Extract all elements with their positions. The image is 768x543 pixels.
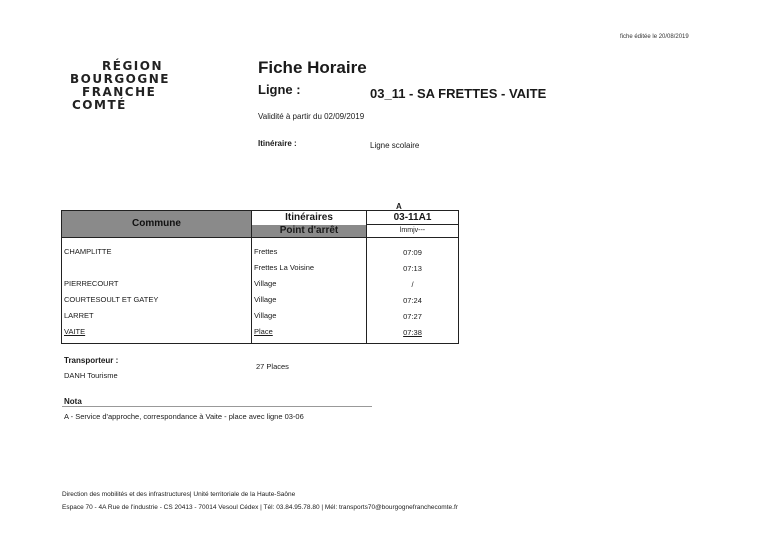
edition-date: fiche éditée le 20/08/2019	[620, 34, 689, 40]
stop-cell: Village	[254, 295, 277, 304]
stop-cell: Frettes La Voisine	[254, 263, 315, 272]
commune-cell: CHAMPLITTE	[64, 247, 112, 256]
time-cell: 07:27	[403, 312, 422, 321]
nota-divider	[62, 406, 372, 407]
column-letter: A	[396, 202, 402, 211]
header-service-days: lmmjv---	[399, 227, 426, 234]
ligne-value: 03_11 - SA FRETTES - VAITE	[370, 86, 547, 101]
stop-cell: Village	[254, 311, 277, 320]
header-itineraires: Itinéraires	[285, 212, 333, 223]
header-divider	[62, 237, 458, 238]
region-logo	[68, 60, 168, 112]
commune-cell: COURTESOULT ET GATEY	[64, 295, 159, 304]
time-cell: 07:24	[403, 296, 422, 305]
ligne-label: Ligne :	[258, 82, 301, 97]
footer-line-2: Espace 70 - 4A Rue de l'industrie - CS 20413 - 70014 Vesoul Cédex | Tél: 03.84.95.78.80 | Mél: transports70@bourgognefranchecomte.fr	[62, 504, 458, 511]
table-row	[62, 291, 458, 307]
time-cell: 07:13	[403, 264, 422, 273]
table-row	[62, 323, 458, 339]
table-row	[62, 259, 458, 275]
places-count: 27 Places	[256, 362, 289, 371]
time-cell: 07:38	[403, 328, 422, 337]
table-row	[62, 243, 458, 259]
page-title: Fiche Horaire	[258, 58, 367, 77]
transporteur-label: Transporteur :	[64, 356, 119, 365]
logo-line-1: RÉGION	[102, 59, 163, 73]
logo-line-2: BOURGOGNE	[70, 72, 170, 86]
nota-text: A - Service d'approche, correspondance à Vaite - place avec ligne 03-06	[64, 412, 304, 421]
itinerary-label: Itinéraire :	[258, 139, 297, 148]
time-cell: /	[411, 280, 414, 289]
row-divider	[366, 224, 458, 225]
commune-cell: PIERRECOURT	[64, 279, 119, 288]
logo-line-3: FRANCHE	[82, 85, 157, 99]
table-row	[62, 275, 458, 291]
validity-text: Validité à partir du 02/09/2019	[258, 112, 365, 121]
itinerary-value: Ligne scolaire	[370, 141, 420, 150]
table-row	[62, 307, 458, 323]
header-service-code: 03-11A1	[393, 212, 432, 223]
header-commune: Commune	[62, 211, 251, 237]
logo-line-4: COMTÉ	[72, 98, 127, 112]
stop-cell: Place	[254, 327, 273, 336]
commune-cell: LARRET	[64, 311, 94, 320]
stop-cell: Village	[254, 279, 277, 288]
transporteur-value: DANH Tourisme	[64, 371, 118, 380]
time-cell: 07:09	[403, 248, 422, 257]
nota-label: Nota	[64, 397, 82, 406]
footer-line-1: Direction des mobilités et des infrastructures| Unité territoriale de la Haute-Saône	[62, 491, 296, 498]
header-point-arret: Point d'arrêt	[252, 225, 366, 237]
stop-cell: Frettes	[254, 247, 278, 256]
commune-cell: VAITE	[64, 327, 86, 336]
